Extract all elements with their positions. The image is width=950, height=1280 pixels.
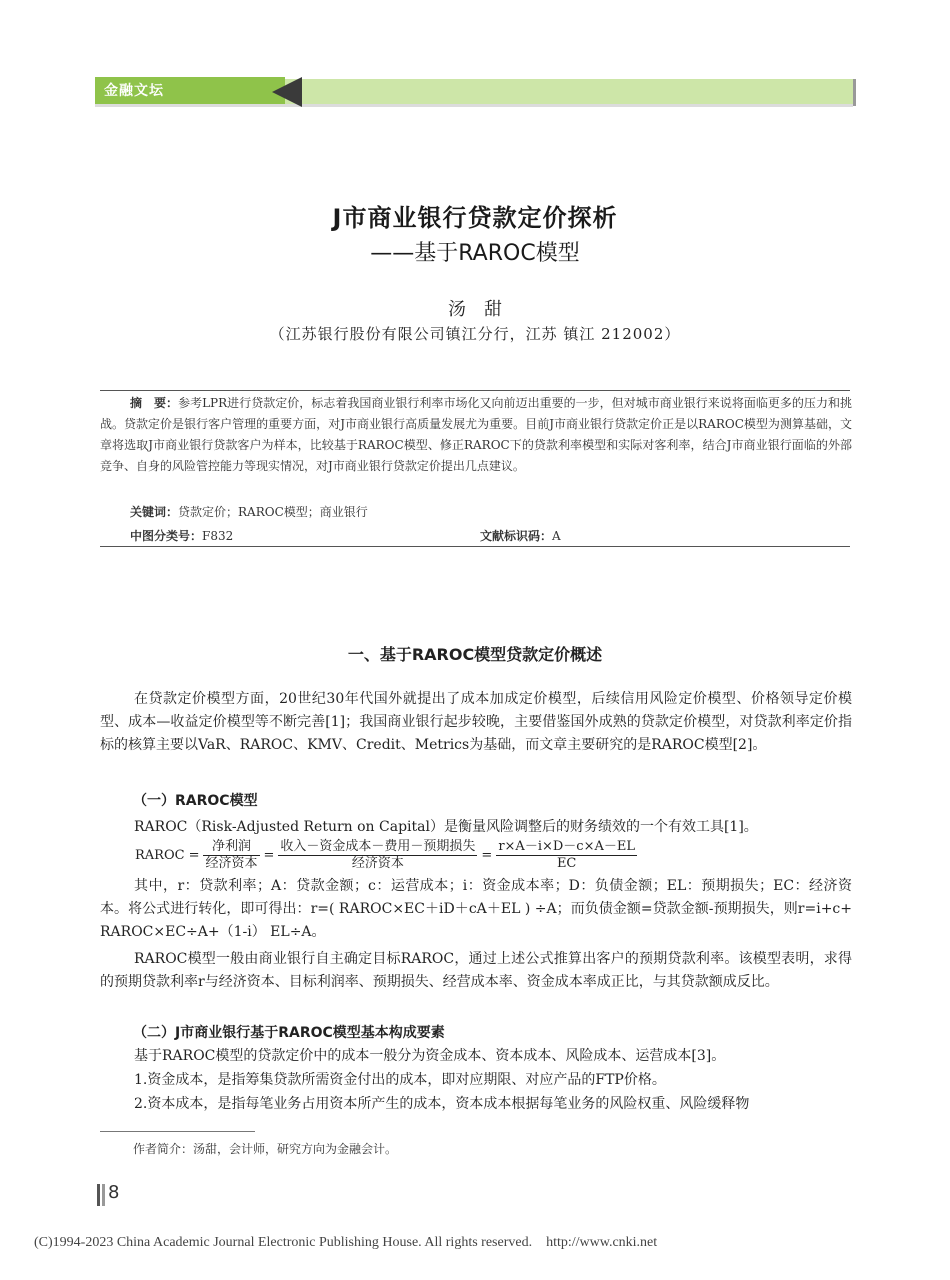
copyright-footer: (C)1994-2023 China Academic Journal Electronic Publishing House. All rights reserved. http://www.cnki.net	[34, 1235, 658, 1250]
doc-id-value: A	[552, 529, 561, 543]
abstract-bottom-rule	[100, 546, 850, 547]
abstract-text: 参考LPR进行贷款定价，标志着我国商业银行利率市场化又向前迈出重要的一步，但对城市商业银行来说将面临更多的压力和挑战。贷款定价是银行客户管理的重要方面，对J市商业银行高质量发展尤为重要。目前J市商业银行贷款定价正是以RAROC模型为测算基础，文章将选取J市商业银行贷款客户为样本，比较基于RAROC模型、修正RAROC下的贷款利率模型和实际对客利率，结合J市商业银行面临的外部竞争、自身的风险管控能力等现实情况，对J市商业银行贷款定价提出几点建议。	[100, 396, 852, 473]
keywords-row	[130, 503, 368, 520]
keywords-label: 关键词：	[130, 505, 179, 519]
body-paragraph: RAROC（Risk-Adjusted Return on Capital）是衡量风险调整后的财务绩效的一个有效工具[1]。	[134, 819, 758, 835]
formula-numerator: r×A－i×D－c×A－EL	[498, 839, 635, 854]
classification-label: 中图分类号：	[130, 529, 203, 543]
abstract-top-rule	[100, 390, 850, 391]
page-number-bar	[102, 1184, 105, 1206]
formula-equals: =	[481, 848, 493, 863]
abstract	[100, 393, 852, 477]
page-number: 8	[108, 1182, 120, 1203]
author-footnote: 作者简介：汤甜，会计师，研究方向为金融会计。	[133, 1142, 398, 1156]
page-number-bar	[97, 1184, 100, 1206]
body-paragraph: 其中，r：贷款利率；A：贷款金额；c：运营成本；i：资金成本率；D：负债金额；EL：预期损失；EC：经济资本。将公式进行转化，即可得出：r=( RAROC×EC＋iD＋cA＋EL ) ÷A；而负债金额=贷款金额-预期损失，则r=i+c+ RAROC×EC÷A+（1-i） EL÷A。	[100, 878, 852, 940]
formula-numerator: 收入－资金成本－费用－预期损失	[280, 839, 476, 854]
formula-fraction	[278, 839, 477, 872]
author-affiliation: （江苏银行股份有限公司镇江分行，江苏 镇江 212002）	[269, 325, 681, 343]
classification-row	[130, 527, 233, 544]
classification-value: F832	[202, 529, 234, 543]
formula-equals: =	[188, 848, 200, 863]
body-paragraph: 1.资金成本，是指筹集贷款所需资金付出的成本，即对应期限、对应产品的FTP价格。	[134, 1072, 666, 1088]
formula-equals: =	[263, 848, 275, 863]
author-name: 汤甜	[448, 299, 520, 320]
formula-denominator: 经济资本	[205, 856, 258, 871]
header-arrow-icon	[272, 77, 302, 107]
formula-denominator: EC	[556, 856, 577, 871]
formula-denominator: 经济资本	[351, 856, 404, 871]
body-paragraph: 在贷款定价模型方面，20世纪30年代国外就提出了成本加成定价模型，后续信用风险定价模型、价格领导定价模型、成本—收益定价模型等不断完善[1]；我国商业银行起步较晚，主要借鉴国外成熟的贷款定价模型，对贷款利率定价指标的核算主要以VaR、RAROC、KMV、Credit、Metrics为基础，而文章主要研究的是RAROC模型[2]。	[100, 691, 852, 753]
article-title: J市商业银行贷款定价探析	[332, 204, 618, 232]
raroc-formula	[133, 839, 639, 872]
section-heading: 一、基于RAROC模型贷款定价概述	[347, 645, 603, 664]
body-paragraph: 基于RAROC模型的贷款定价中的成本一般分为资金成本、资本成本、风险成本、运营成本[3]。	[134, 1048, 726, 1064]
formula-lhs: RAROC	[135, 848, 185, 863]
formula-fraction	[203, 839, 259, 872]
footnote-rule	[100, 1131, 255, 1132]
keywords-value: 贷款定价；RAROC模型；商业银行	[178, 505, 368, 519]
header-band-shadow	[95, 104, 853, 107]
doc-id-label: 文献标识码：	[480, 529, 553, 543]
article-subtitle: ——基于RAROC模型	[370, 241, 580, 266]
subsection-heading: （二）J市商业银行基于RAROC模型基本构成要素	[133, 1025, 445, 1041]
body-paragraph: 2.资本成本，是指每笔业务占用资本所产生的成本，资本成本根据每笔业务的风险权重、风险缓释物	[134, 1096, 750, 1112]
section-tag: 金融文坛	[104, 83, 164, 99]
formula-fraction	[496, 839, 637, 872]
formula-numerator: 净利润	[203, 839, 259, 856]
abstract-label: 摘 要：	[130, 396, 179, 410]
body-paragraph: RAROC模型一般由商业银行自主确定目标RAROC，通过上述公式推算出客户的预期贷款利率。该模型表明，求得的预期贷款利率r与经济资本、目标利润率、预期损失、经营成本率、资金成本率成正比，与其贷款额成反比。	[100, 951, 852, 990]
subsection-heading: （一）RAROC模型	[133, 793, 258, 809]
doc-id-row	[480, 527, 561, 544]
